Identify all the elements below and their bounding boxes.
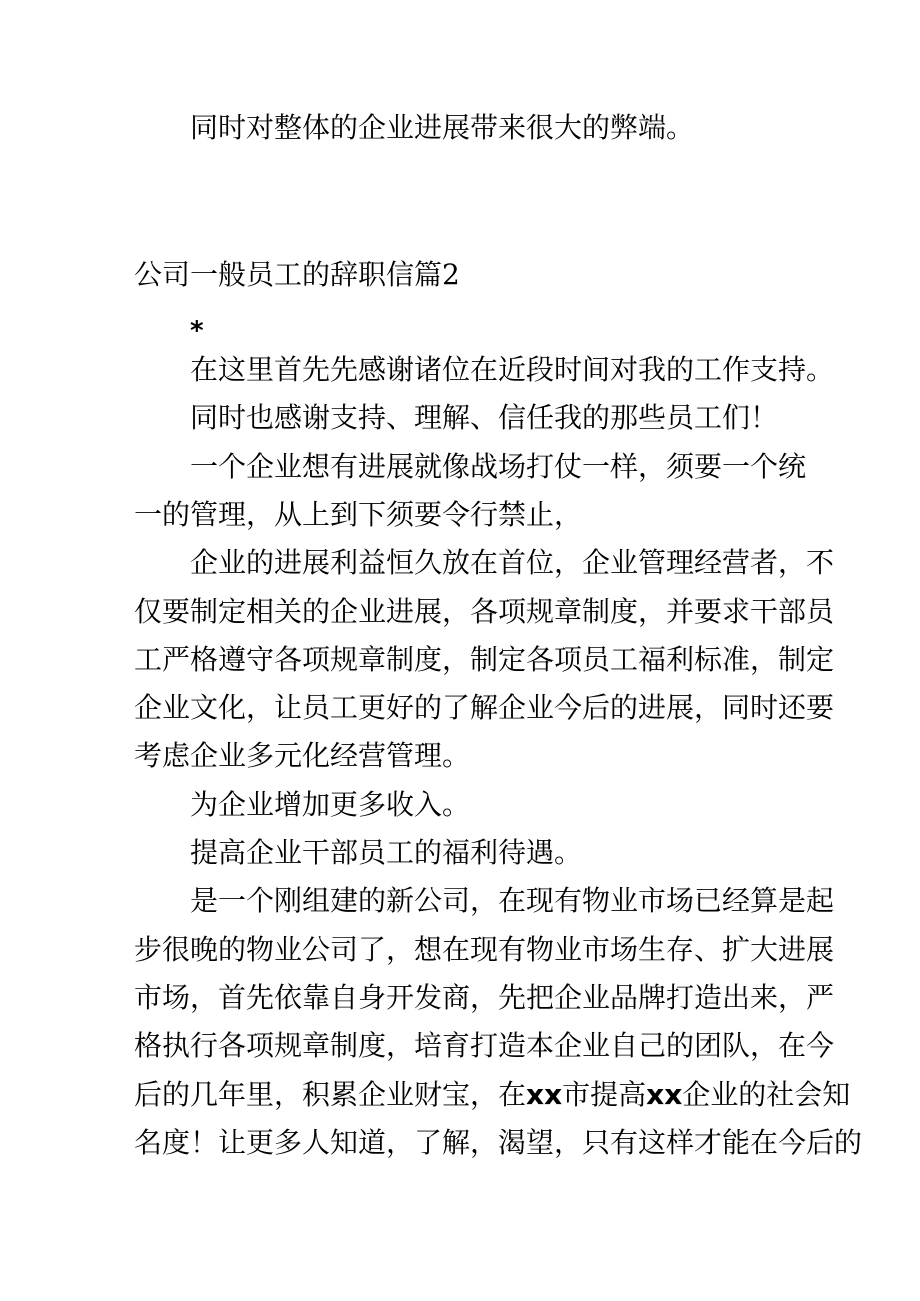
paragraph-7-line-1: 是一个刚组建的新公司，在现有物业市场已经算是起 (190, 884, 835, 917)
paragraph-7-line-5 (134, 1077, 850, 1113)
paragraph-7-line-5-part-a: 后的几年里，积累企业财宝，在 (134, 1078, 527, 1111)
paragraph-4-line-3: 工严格遵守各项规章制度，制定各项员工福利标准，制定 (134, 643, 835, 676)
paragraph-5: 为企业增加更多收入。 (190, 788, 471, 821)
salutation: * (190, 316, 204, 346)
paragraph-7-line-6: 名度！让更多人知道，了解，渴望，只有这样才能在今后的 (134, 1126, 863, 1159)
paragraph-7-line-2: 步很晚的物业公司了，想在现有物业市场生存、扩大进展 (134, 933, 835, 966)
paragraph-2: 同时也感谢支持、理解、信任我的那些员工们！ (190, 401, 779, 434)
paragraph-6: 提高企业干部员工的福利待遇。 (190, 836, 583, 869)
placeholder-xx-city: xx (526, 1078, 563, 1111)
placeholder-xx-company: xx (646, 1078, 683, 1111)
paragraph-7-line-3: 市场，首先依靠自身开发商，先把企业品牌打造出来，严 (134, 981, 835, 1014)
section-heading: 公司一般员工的辞职信篇2 (134, 258, 460, 291)
paragraph-4-line-2: 仅要制定相关的企业进展，各项规章制度，并要求干部员 (134, 595, 835, 628)
paragraph-1: 在这里首先先感谢诸位在近段时间对我的工作支持。 (190, 353, 835, 386)
paragraph-3-line-1: 一个企业想有进展就像战场打仗一样，须要一个统 (190, 450, 807, 483)
paragraph-4-line-1: 企业的进展利益恒久放在首位，企业管理经营者，不 (190, 546, 835, 579)
intro-line: 同时对整体的企业进展带来很大的弊端。 (190, 111, 695, 144)
paragraph-3-line-2: 一的管理，从上到下须要令行禁止， (134, 498, 583, 531)
paragraph-7-line-4: 格执行各项规章制度，培育打造本企业自己的团队，在今 (134, 1029, 835, 1062)
paragraph-7-line-5-part-c: 市提高 (562, 1078, 647, 1111)
paragraph-4-line-4: 企业文化，让员工更好的了解企业今后的进展，同时还要 (134, 691, 835, 724)
paragraph-7-line-5-part-e: 企业的社会知 (682, 1078, 851, 1111)
paragraph-4-line-5: 考虑企业多元化经营管理。 (134, 739, 471, 772)
